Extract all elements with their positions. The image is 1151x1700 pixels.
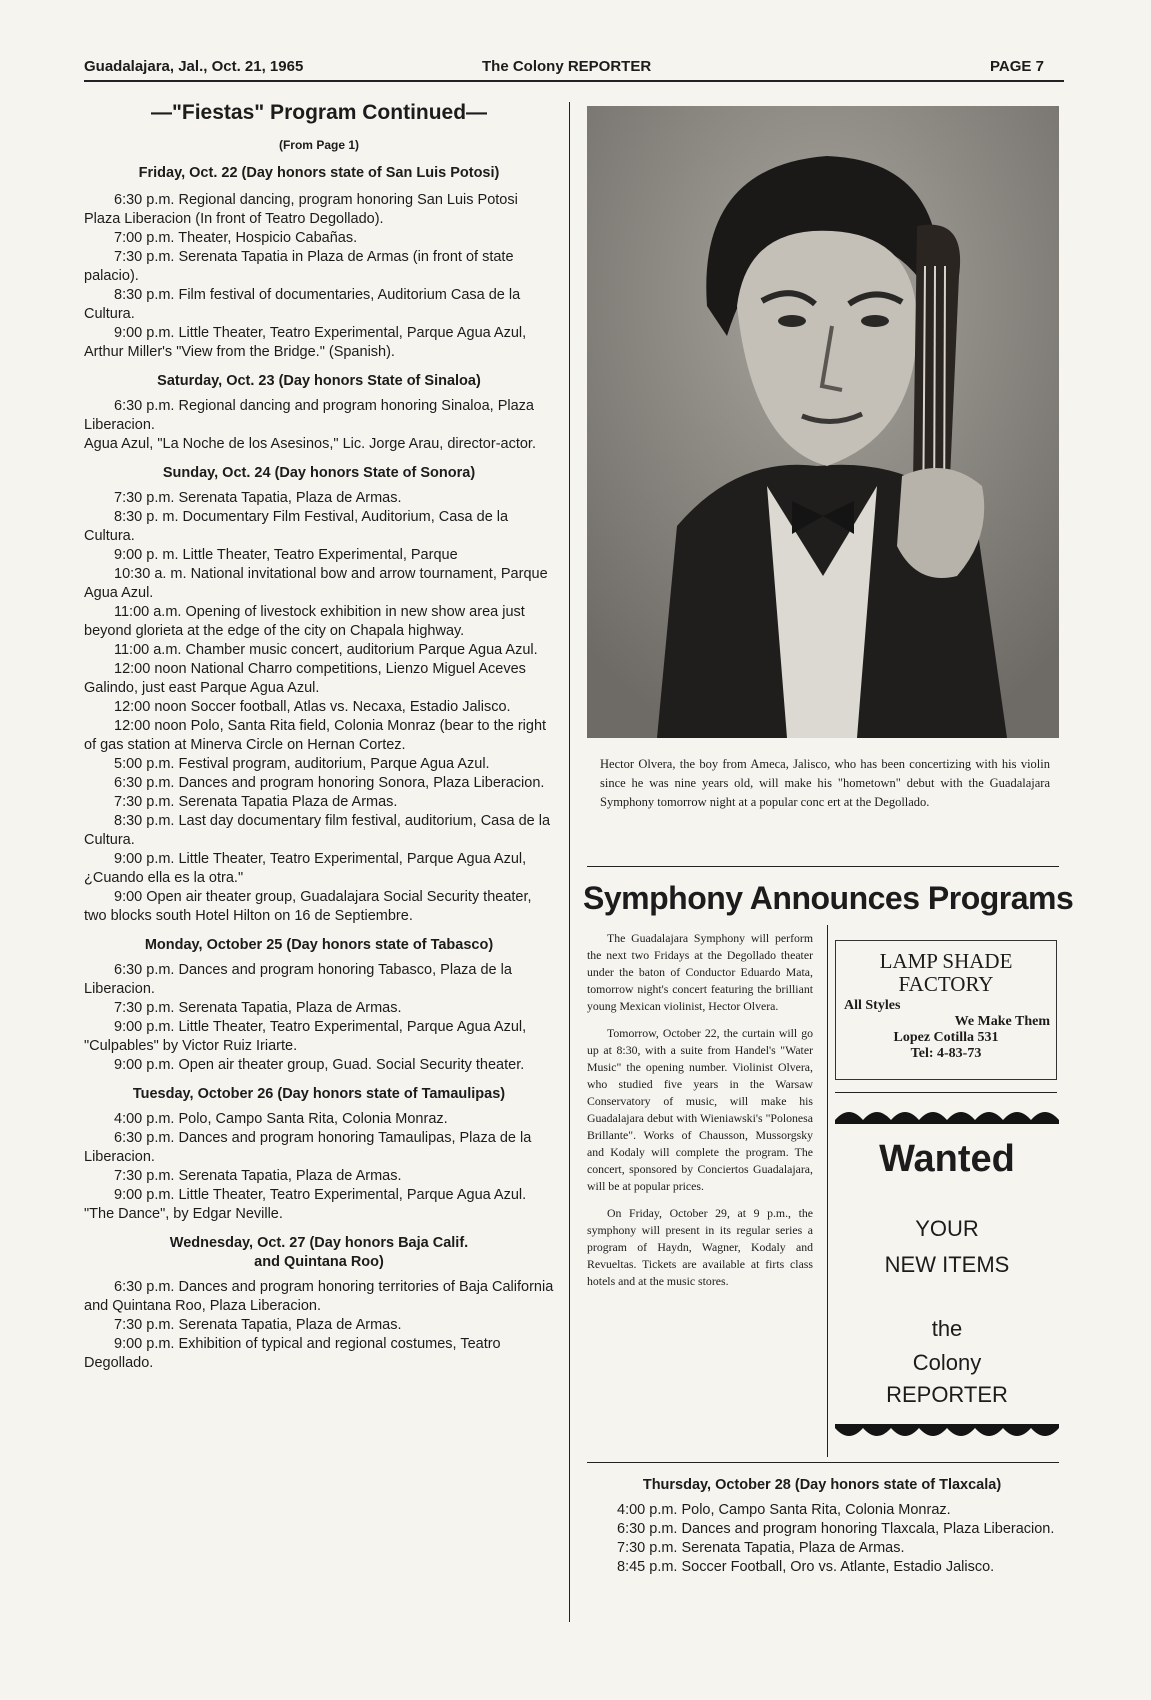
list-item: 6:30 p.m. Dances and program honoring Tabasco, Plaza de la Liberacion.: [84, 962, 512, 997]
thursday-items: [587, 1501, 1057, 1577]
article-paragraph: Tomorrow, October 22, the curtain will go up at 8:30, with a suite from Handel's "Water Music" the opening number. Violinist Olvera, who studied five years in the Warsaw Conservatory of music, will make his Guadalajara debut with Wieniawski's "Polonesa Brillante". Works of Chausson, Mussorgsky and Kodaly will complete the program. The concert, sponsored by Conciertos Guadalajara, will be at popular prices.: [587, 1026, 813, 1193]
list-item: 9:00 p.m. Little Theater, Teatro Experimental, Parque Agua Azul, "Culpables" by Victor Ruiz Iriarte.: [84, 1019, 527, 1054]
ad-line: We Make Them: [954, 1014, 1050, 1029]
list-item: 7:30 p.m. Serenata Tapatia, Plaza de Armas.: [114, 1168, 402, 1184]
list-item: 8:30 p.m. Film festival of documentaries, Auditorium Casa de la Cultura.: [84, 287, 521, 322]
ad-line: Lopez Cotilla 531: [893, 1030, 999, 1045]
list-item: 12:00 noon Soccer football, Atlas vs. Necaxa, Estadio Jalisco.: [114, 699, 511, 715]
day-heading-wednesday-line2: and Quintana Roo): [254, 1254, 384, 1270]
list-item: 7:30 p.m. Serenata Tapatia Plaza de Armas.: [114, 794, 398, 810]
wanted-title: Wanted: [879, 1138, 1015, 1180]
list-item: 6:30 p.m. Dances and program honoring Tlaxcala, Plaza Liberacion.: [617, 1521, 1055, 1537]
saturday-items: [84, 397, 554, 454]
list-item: 7:00 p.m. Theater, Hospicio Cabañas.: [114, 230, 358, 246]
article-paragraph: On Friday, October 29, at 9 p.m., the symphony will present in its regular series a program of Haydn, Wagner, Kodaly and Revueltas. Tickets are available at firts class hotels and at the music stores.: [587, 1206, 813, 1288]
lamp-shade-ad: [835, 940, 1057, 1080]
violinist-photo: [587, 106, 1059, 738]
thursday-rule: [587, 1462, 1059, 1463]
list-item: 8:45 p.m. Soccer Football, Oro vs. Atlante, Estadio Jalisco.: [617, 1559, 995, 1575]
thursday-program: [587, 1476, 1057, 1577]
ad-line: FACTORY: [898, 972, 994, 996]
day-heading-tuesday: Tuesday, October 26 (Day honors state of Tamaulipas): [132, 1086, 506, 1102]
list-item: 7:30 p.m. Serenata Tapatia, Plaza de Armas.: [114, 1000, 402, 1016]
list-item: 7:30 p.m. Serenata Tapatia, Plaza de Armas.: [617, 1540, 905, 1556]
portrait-illustration: [587, 106, 1059, 738]
ad-line: NEW ITEMS: [884, 1252, 1010, 1277]
list-item: 7:30 p.m. Serenata Tapatia in Plaza de Armas (in front of state palacio).: [84, 249, 514, 284]
photo-caption: Hector Olvera, the boy from Ameca, Jalisco, who has been concertizing with his violin since he was nine years old, will make his "hometown" debut with the Guadalajara Symphony tomorrow night at a popular conc ert at the Degollado.: [600, 757, 1050, 809]
day-heading-wednesday: Wednesday, Oct. 27 (Day honors Baja Calif.: [169, 1235, 469, 1251]
list-item: 9:00 p. m. Little Theater, Teatro Experimental, Parque: [114, 547, 458, 563]
day-heading-saturday: Saturday, Oct. 23 (Day honors State of Sinaloa): [157, 373, 481, 389]
list-item: 6:30 p.m. Regional dancing, program honoring San Luis Potosi Plaza Liberacion (In front of Teatro Degollado).: [84, 192, 518, 227]
caption-rule: [587, 866, 1059, 867]
list-item: 6:30 p.m. Dances and program honoring Tamaulipas, Plaza de la Liberacion.: [84, 1130, 532, 1165]
header-rule: [84, 80, 1064, 82]
list-item: 8:30 p.m. Last day documentary film festival, auditorium, Casa de la Cultura.: [84, 813, 551, 848]
list-item: 9:00 p.m. Open air theater group, Guad. Social Security theater.: [114, 1057, 525, 1073]
fiestas-program: [84, 100, 554, 1373]
day-heading-thursday: Thursday, October 28 (Day honors state of Tlaxcala): [642, 1477, 1002, 1493]
list-item: 12:00 noon National Charro competitions, Lienzo Miguel Aceves Galindo, just east Parque Agua Azul.: [84, 661, 526, 696]
article-paragraph: The Guadalajara Symphony will perform the next two Fridays at the Degollado theater under the baton of Conductor Eduardo Mata, tomorrow night's concert featuring the brilliant young Mexican violinist, Hector Olvera.: [587, 931, 813, 1013]
wave-border-bottom: [835, 1424, 1059, 1446]
list-item: 7:30 p.m. Serenata Tapatia, Plaza de Armas.: [114, 1317, 402, 1333]
list-item: 4:00 p.m. Polo, Campo Santa Rita, Colonia Monraz.: [617, 1502, 951, 1518]
monday-items: [84, 961, 554, 1075]
list-item: 9:00 p.m. Little Theater, Teatro Experimental, Parque Agua Azul, ¿Cuando ella es la otra.": [84, 851, 527, 886]
ad-line: Tel: 4-83-73: [910, 1046, 982, 1061]
list-item: 9:00 p.m. Little Theater, Teatro Experimental, Parque Agua Azul, Arthur Miller's "View from the Bridge." (Spanish).: [84, 325, 527, 360]
list-item: 6:30 p.m. Dances and program honoring Sonora, Plaza Liberacion.: [114, 775, 545, 791]
day-heading-sunday: Sunday, Oct. 24 (Day honors State of Sonora): [162, 465, 476, 481]
list-item: 9:00 p.m. Exhibition of typical and regional costumes, Teatro Degollado.: [84, 1336, 501, 1371]
list-item: 6:30 p.m. Regional dancing and program honoring Sinaloa, Plaza Liberacion.: [84, 398, 534, 433]
article-title: —"Fiestas" Program Continued—: [150, 101, 488, 124]
symphony-headline: Symphony Announces Programs: [583, 880, 1074, 916]
ad-line: Colony: [912, 1350, 982, 1375]
dateline: Guadalajara, Jal., Oct. 21, 1965: [84, 58, 304, 75]
column-divider: [569, 102, 570, 1622]
ad-line: All Styles: [844, 998, 901, 1013]
list-item: 6:30 p.m. Dances and program honoring territories of Baja California and Quintana Roo, Plaza Liberacion.: [84, 1279, 554, 1314]
wednesday-items: [84, 1278, 554, 1373]
continued-from: (From Page 1): [278, 138, 359, 152]
list-item: 11:00 a.m. Opening of livestock exhibition in new show area just beyond glorieta at the edge of the city on Chapala highway.: [84, 604, 525, 639]
list-item: 12:00 noon Polo, Santa Rita field, Colonia Monraz (bear to the right of gas station at Minerva Circle on Hernan Cortez.: [84, 718, 547, 753]
sunday-items: [84, 489, 554, 926]
list-item: 5:00 p.m. Festival program, auditorium, Parque Agua Azul.: [114, 756, 490, 772]
list-item: 9:00 Open air theater group, Guadalajara Social Security theater, two blocks south Hotel Hilton on 16 de Septiembre.: [84, 889, 532, 924]
list-item: 11:00 a.m. Chamber music concert, auditorium Parque Agua Azul.: [114, 642, 538, 658]
ad-line: REPORTER: [886, 1382, 1008, 1407]
day-heading-friday: Friday, Oct. 22 (Day honors state of San Luis Potosi): [138, 165, 500, 181]
list-item: Agua Azul, "La Noche de los Asesinos," Lic. Jorge Arau, director-actor.: [84, 436, 536, 452]
wave-border-top: [835, 1102, 1059, 1124]
list-item: 9:00 p.m. Little Theater, Teatro Experimental, Parque Agua Azul. "The Dance", by Edgar Neville.: [84, 1187, 527, 1222]
list-item: 10:30 a. m. National invitational bow and arrow tournament, Parque Agua Azul.: [84, 566, 548, 601]
list-item: 8:30 p. m. Documentary Film Festival, Auditorium, Casa de la Cultura.: [84, 509, 509, 544]
symphony-article: [587, 930, 813, 1290]
list-item: 4:00 p.m. Polo, Campo Santa Rita, Colonia Monraz.: [114, 1111, 448, 1127]
ad-line: LAMP SHADE: [879, 949, 1013, 973]
ad-rule: [835, 1092, 1057, 1093]
friday-items: [84, 191, 554, 362]
page-number: PAGE 7: [990, 58, 1044, 75]
ad-line: the: [931, 1316, 963, 1341]
tuesday-items: [84, 1110, 554, 1224]
list-item: 7:30 p.m. Serenata Tapatia, Plaza de Armas.: [114, 490, 402, 506]
publication-name: The Colony REPORTER: [482, 58, 652, 75]
ad-line: YOUR: [915, 1216, 979, 1241]
article-divider: [827, 925, 828, 1457]
day-heading-monday: Monday, October 25 (Day honors state of Tabasco): [144, 937, 494, 953]
wanted-ad: [835, 1102, 1059, 1452]
